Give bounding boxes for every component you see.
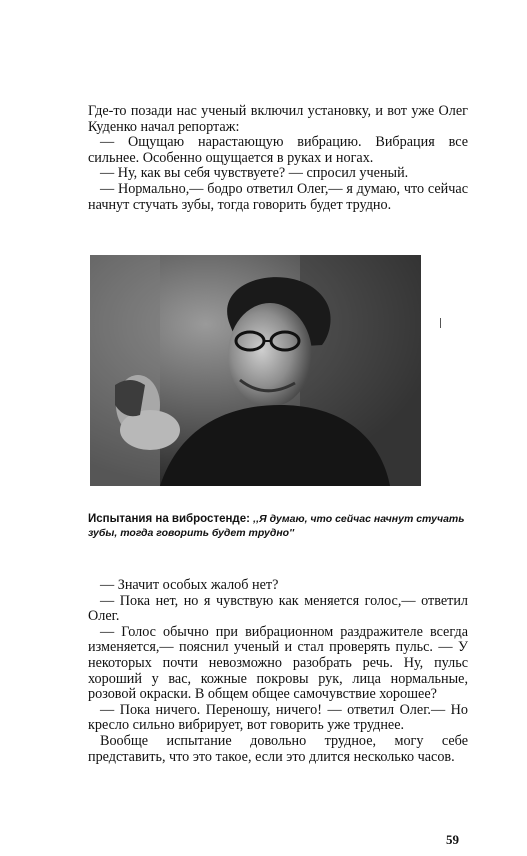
margin-mark <box>440 318 441 328</box>
caption-quote: ,,Я думаю, что сейчас начнут стучать зубы, тогда говорить будет трудно'' <box>88 513 465 539</box>
paragraph: — Ну, как вы себя чувствуете? — спросил ученый. <box>100 165 409 182</box>
photograph <box>90 255 421 486</box>
paragraph: — Голос обычно при вибрационном раздражителе всегда изменяется,— пояснил ученый и стал проверять пульс. — У некоторых почти невозможно разобрать речь. Ну, пульс хороший у вас, кожные покровы рук, лица нормальные, розовой окраски. В общем общее самочувствие хорошее? <box>88 623 468 703</box>
paragraph: Где-то позади нас ученый включил установку, и вот уже Олег Куденко начал репортаж: <box>88 103 468 135</box>
paragraph: — Значит особых жалоб нет? <box>100 577 279 593</box>
top-text-block <box>88 104 468 213</box>
paragraph: — Ощущаю нарастающую вибрацию. Вибрация все сильнее. Особенно ощущается в руках и ногах. <box>88 134 468 166</box>
caption-lead: Испытания на вибростенде: <box>88 513 250 525</box>
bottom-text-block <box>88 578 468 765</box>
paragraph: — Пока нет, но я чувствую как меняется голос,— ответил Олег. <box>88 592 468 625</box>
page-number: 59 <box>446 832 459 847</box>
photo-image <box>90 255 421 486</box>
paragraph: — Нормально,— бодро ответил Олег,— я думаю, что сейчас начнут стучать зубы, тогда говорить будет трудно. <box>88 180 468 213</box>
photo-caption <box>88 512 472 540</box>
paragraph: Вообще испытание довольно трудное, могу себе представить, что это такое, если это длится несколько часов. <box>88 732 468 765</box>
paragraph: — Пока ничего. Переношу, ничего! — ответил Олег.— Но кресло сильно вибрирует, вот говорить уже труднее. <box>88 701 468 734</box>
